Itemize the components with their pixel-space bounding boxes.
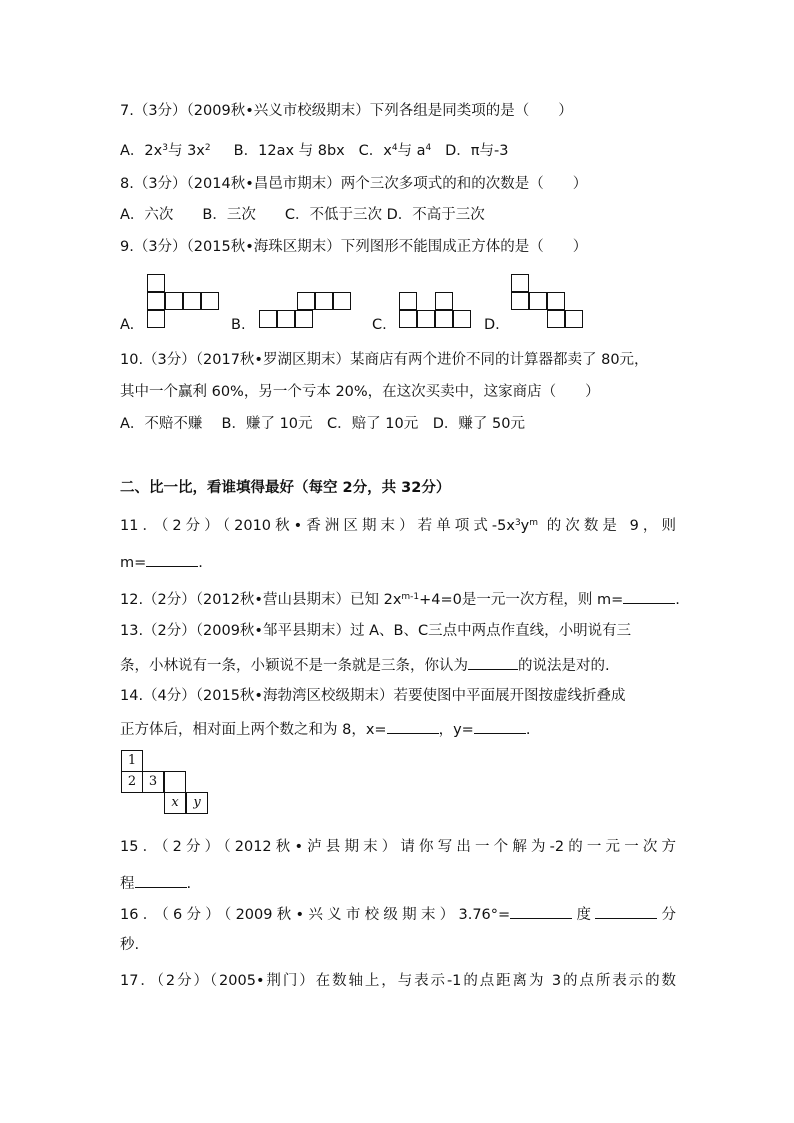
net-cell [297,292,315,310]
net-cell [399,292,417,310]
q10-line2: 其中一个赢利 60%，另一个亏本 20%，在这次买卖中，这家商店（ ） [120,384,600,400]
net-cell [147,310,165,328]
answer-blank[interactable] [146,551,198,567]
net-cell [333,292,351,310]
q14-line2: 正方体后，相对面上两个数之和为 8，x= ，y= . [120,718,530,740]
q7-option-b: B．12ax 与 8bx [233,143,345,159]
net-cell [277,310,295,328]
q10-line1: 10.（3分）（2017秋•罗湖区期末）某商店有两个进价不同的计算器都卖了 80元， [120,352,649,368]
net-cell [511,274,529,292]
net-cell [295,310,313,328]
q8-options: A．六次 B．三次 C．不低于三次 D．不高于三次 [120,207,485,223]
net-cell [547,292,565,310]
q9-label-c: C. [372,317,387,333]
q15-line2: 程 . [120,872,191,894]
q12-line: 12.（2分）（2012秋•营山县期末）已知 $2x^{m-1}+4=0$是一元一次方程，则 m= . [120,588,680,610]
net-cell [511,292,529,310]
grid-cell: 3 [142,771,164,793]
net-cell [547,310,565,328]
q7-stem: 7.（3分）（2009秋•兴义市校级期末）下列各组是同类项的是（ ） [120,103,573,119]
net-cell [201,292,219,310]
answer-blank-minutes[interactable] [595,903,657,919]
q7-option-c: C．$x^4$与 $a^4$ [358,143,432,159]
net-cell [315,292,333,310]
q11-line2: m= . [120,551,203,573]
q14-line1: 14.（4分）（2015秋•海勃湾区校级期末）若要使图中平面展开图按虚线折叠成 [120,688,626,704]
grid-cell: y [186,792,208,814]
grid-cell [164,771,186,793]
grid-cell: 1 [121,750,143,772]
q9-label-d: D. [484,317,500,333]
q10-options: A．不赔不赚 B．赚了 10元 C．赔了 10元 D．赚了 50元 [120,416,525,432]
q8-stem: 8.（3分）（2014秋•昌邑市期末）两个三次多项式的和的次数是（ ） [120,176,588,192]
q15-line1: 15．（2分）（2012秋•泸县期末）请你写出一个解为-2的一元一次方 [120,839,676,855]
q7-option-a: A．$2x^3$与 $3x^2$ [120,143,211,159]
net-cell [183,292,201,310]
q13-line2: 条，小林说有一条，小颖说不是一条就是三条，你认为 的说法是对的. [120,654,610,676]
q16-line2: 秒. [120,937,140,953]
net-cell [147,274,165,292]
net-cell [147,292,165,310]
net-cell [453,310,471,328]
answer-blank-y[interactable] [474,718,526,734]
net-cell [165,292,183,310]
answer-blank[interactable] [135,872,187,888]
q7-option-d: D．π与-3 [445,143,509,159]
grid-cell: 2 [121,771,143,793]
net-cell [529,292,547,310]
q7-options [120,141,508,161]
net-cell [565,310,583,328]
q9-stem: 9.（3分）（2015秋•海珠区期末）下列图形不能围成正方体的是（ ） [120,239,588,255]
q13-line1: 13.（2分）（2009秋•邹平县期末）过 A、B、C三点中两点作直线，小明说有三 [120,623,632,639]
net-cell [399,310,417,328]
q9-label-b: B. [231,317,246,333]
q17-line1: 17．（2分）（2005•荆门）在数轴上，与表示-1的点距离为 3的点所表示的数 [120,973,676,989]
net-cell [435,310,453,328]
answer-blank[interactable] [623,588,675,604]
grid-cell: x [164,792,186,814]
q16-line1: 16．（6分）（2009秋•兴义市校级期末）3.76°= 度 分 [120,903,676,925]
answer-blank[interactable] [468,654,518,670]
net-cell [435,292,453,310]
answer-blank-x[interactable] [387,718,439,734]
net-cell [417,310,435,328]
q9-label-a: A. [120,317,135,333]
q11-line1: 11．（2分）（2010秋•香洲区期末）若单项式$-5x^3y^m$ 的次数是 9，则 [120,518,676,534]
net-cell [259,310,277,328]
section-heading: 二、比一比，看谁填得最好（每空 2分，共 32分） [120,480,451,496]
answer-blank-degrees[interactable] [510,903,572,919]
